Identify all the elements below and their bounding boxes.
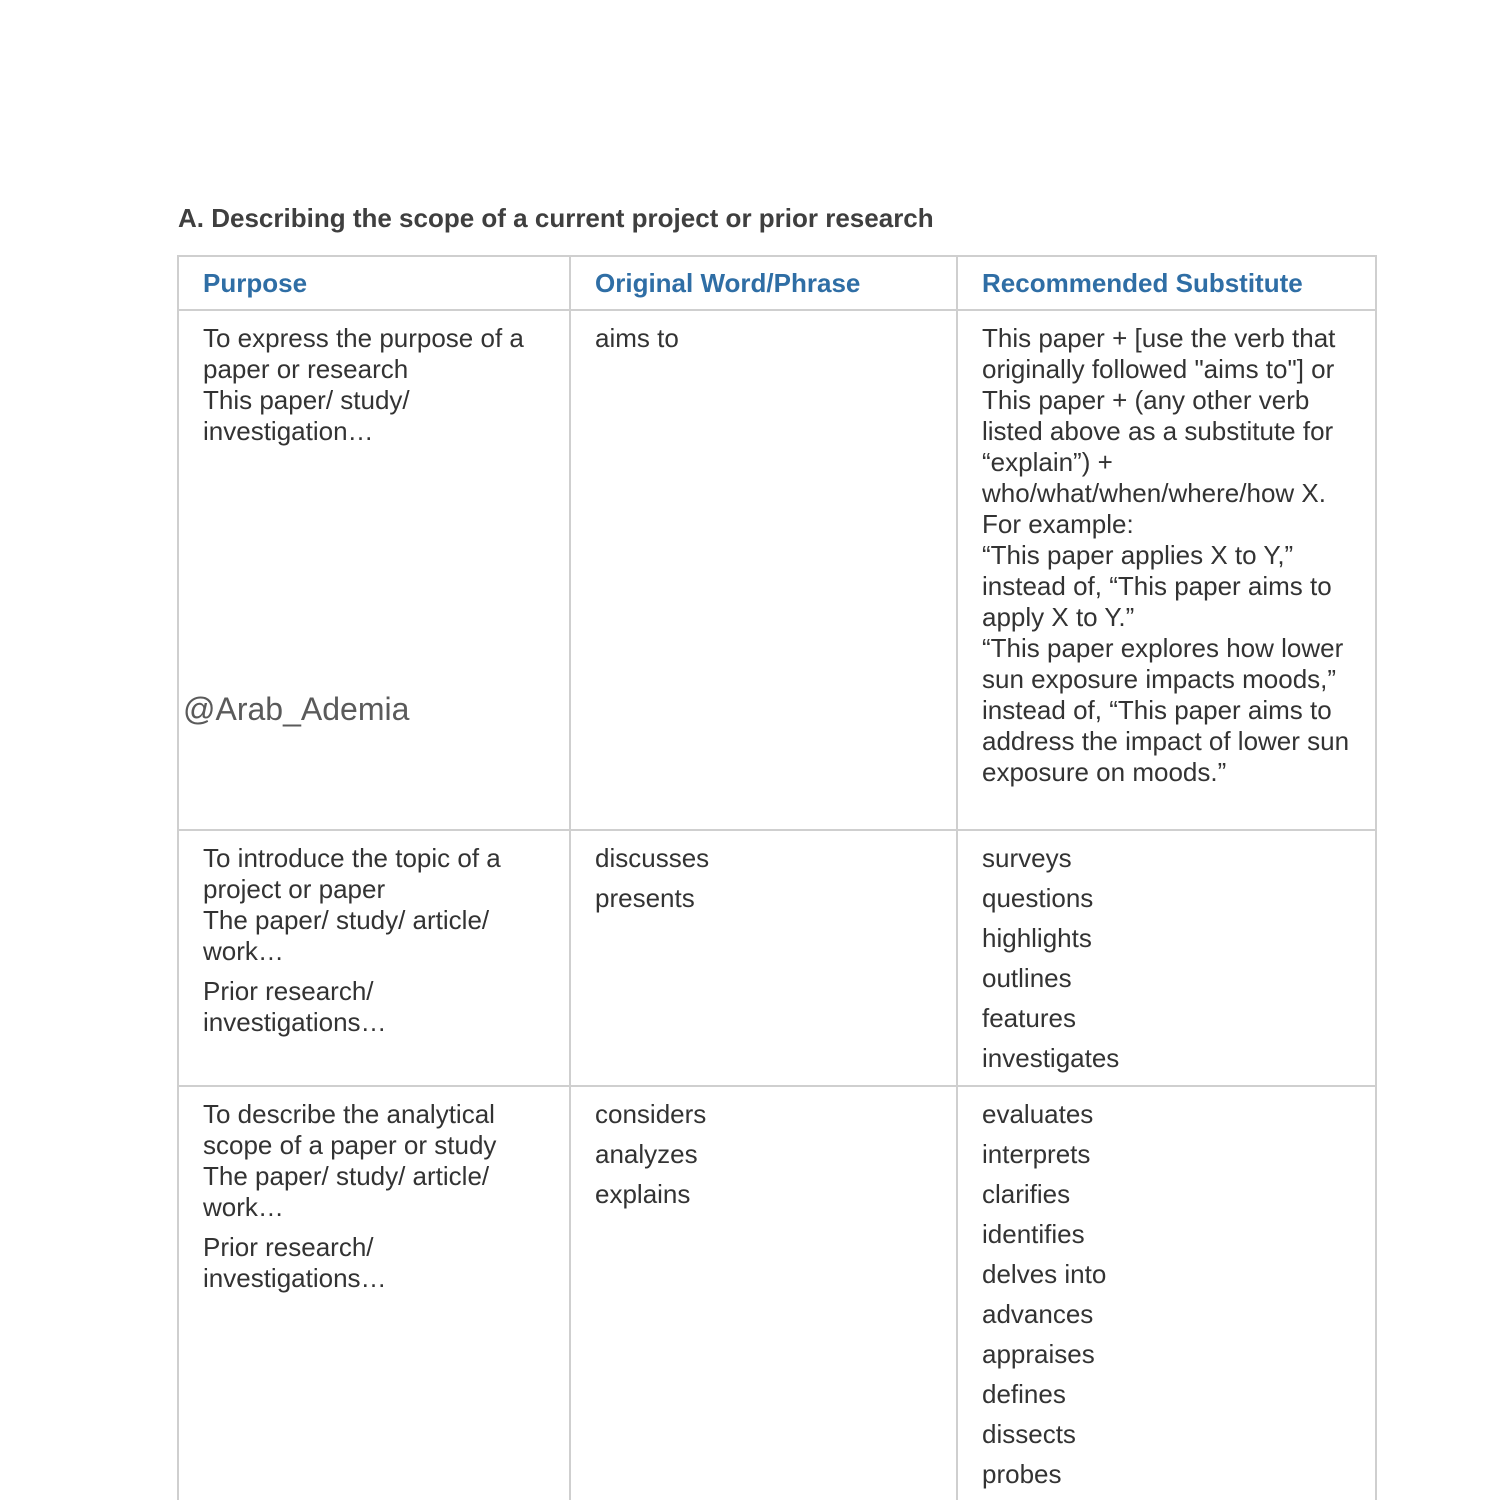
purpose-subject: Prior research/ investigations… — [203, 976, 387, 1037]
substitute-word: outlines — [982, 963, 1072, 993]
substitute-word: interprets — [982, 1139, 1091, 1169]
original-phrase: discusses — [595, 843, 710, 873]
substitute-word: advances — [982, 1299, 1094, 1329]
watermark-handle: @Arab_Ademia — [183, 691, 410, 727]
table-row — [178, 1086, 1376, 1500]
substitute-word: questions — [982, 883, 1094, 913]
header-recommended-substitute: Recommended Substitute — [957, 256, 1376, 310]
vocabulary-table — [177, 255, 1377, 1500]
cell-purpose — [178, 310, 570, 830]
cell-original — [570, 830, 957, 1086]
cell-original — [570, 310, 957, 830]
substitute-word: clarifies — [982, 1179, 1071, 1209]
original-phrase: considers — [595, 1099, 707, 1129]
purpose-text: To express the purpose of a paper or research — [203, 323, 524, 384]
purpose-subject: Prior research/ investigations… — [203, 1232, 387, 1293]
purpose-subject: The paper/ study/ article/ work… — [203, 1161, 490, 1222]
substitute-word: identifies — [982, 1219, 1085, 1249]
substitute-word: surveys — [982, 843, 1072, 873]
substitute-word: investigates — [982, 1043, 1120, 1073]
purpose-subject: This paper/ study/ investigation… — [203, 385, 410, 446]
table-row — [178, 310, 1376, 830]
substitute-text: This paper + [use the verb that originally followed "aims to"] or This paper + (any other verb listed above as a substitute for “explain”) + who/what/when/where/how X. — [982, 323, 1336, 508]
purpose-text: To describe the analytical scope of a paper or study — [203, 1099, 497, 1160]
substitute-word: evaluates — [982, 1099, 1094, 1129]
header-original-word: Original Word/Phrase — [570, 256, 957, 310]
substitute-word: probes — [982, 1459, 1062, 1489]
cell-original — [570, 1086, 957, 1500]
cell-substitute — [957, 310, 1376, 830]
substitute-word: appraises — [982, 1339, 1095, 1369]
cell-purpose — [178, 1086, 570, 1500]
substitute-example: “This paper explores how lower sun exposure impacts moods,” instead of, “This paper aims to address the impact of lower sun exposure on moods.” — [982, 633, 1350, 787]
substitute-word: highlights — [982, 923, 1092, 953]
original-phrase: explains — [595, 1179, 691, 1209]
substitute-word: defines — [982, 1379, 1066, 1409]
purpose-subject: The paper/ study/ article/ work… — [203, 905, 490, 966]
purpose-text: To introduce the topic of a project or paper — [203, 843, 501, 904]
table-row — [178, 830, 1376, 1086]
section-heading: A. Describing the scope of a current project or prior research — [178, 203, 934, 233]
cell-substitute — [957, 1086, 1376, 1500]
original-phrase: presents — [595, 883, 695, 913]
header-purpose: Purpose — [178, 256, 570, 310]
substitute-word: dissects — [982, 1419, 1076, 1449]
substitute-word: features — [982, 1003, 1076, 1033]
original-phrase: analyzes — [595, 1139, 698, 1169]
substitute-word: delves into — [982, 1259, 1107, 1289]
cell-substitute — [957, 830, 1376, 1086]
table-header-row — [178, 256, 1376, 310]
original-phrase: aims to — [595, 323, 679, 353]
cell-purpose — [178, 830, 570, 1086]
substitute-example: “This paper applies X to Y,” instead of, “This paper aims to apply X to Y.” — [982, 540, 1332, 632]
substitute-text: For example: — [982, 509, 1134, 539]
